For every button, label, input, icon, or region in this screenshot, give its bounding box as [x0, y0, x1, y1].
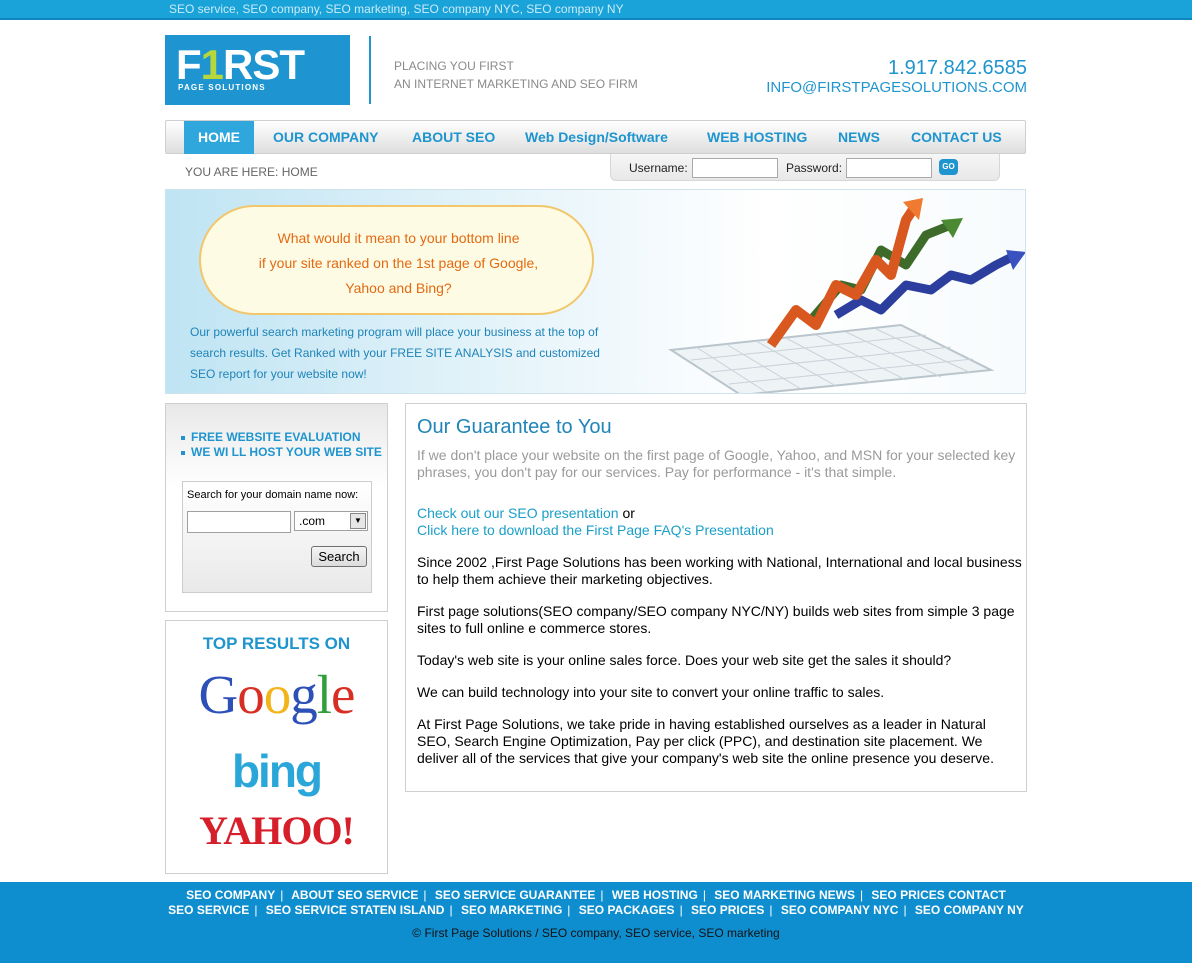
- google-logo: Google: [198, 664, 355, 725]
- yahoo-logo: YAHOO!: [199, 808, 354, 853]
- footer-link[interactable]: WEB HOSTING: [611, 888, 698, 902]
- username-input[interactable]: [692, 158, 778, 178]
- footer: [0, 882, 1192, 963]
- top-keyword-text: SEO service, SEO company, SEO marketing, SEO company NYC, SEO company NY: [169, 2, 624, 16]
- footer-link[interactable]: SEO MARKETING NEWS: [714, 888, 855, 902]
- footer-link[interactable]: SEO SERVICE GUARANTEE: [434, 888, 596, 902]
- banner-description: Our powerful search marketing program will place your business at the top of search results. Get Ranked with your FREE SITE ANALYSIS and customized SEO report for your website now!: [190, 325, 600, 381]
- bullet-icon: [181, 451, 185, 455]
- footer-links-row-2: SEO SERVICE | SEO SERVICE STATEN ISLAND | SEO MARKETING | SEO PACKAGES | SEO PRICES | SEO COMPANY NYC | SEO COMPANY NY: [168, 903, 1024, 917]
- tagline: PLACING YOU FIRST AN INTERNET MARKETING AND SEO FIRM: [394, 59, 638, 91]
- cloud-line-2: if your site ranked on the 1st page of Google,: [258, 255, 539, 271]
- login-go-button[interactable]: GO: [939, 159, 958, 175]
- nav-item-news[interactable]: NEWS: [838, 129, 880, 145]
- domain-search-label: Search for your domain name now:: [187, 489, 359, 501]
- domain-search-box: [182, 481, 372, 593]
- body-paragraph: At First Page Solutions, we take pride in having established ourselves as a leader in Natural SEO, Search Engine Optimization, Pay per click (PPC), and destination site placement. We deliver all of the services that give your company's web site the online presence you deserve.: [417, 716, 994, 766]
- header-divider: [369, 36, 371, 104]
- main-nav: [165, 120, 1026, 154]
- nav-item-about-seo[interactable]: ABOUT SEO: [412, 129, 496, 145]
- guarantee-intro: If we don't place your website on the first page of Google, Yahoo, and MSN for your selected key phrases, you don't pay for our services. Pay for performance - it's that simple.: [417, 447, 1016, 480]
- footer-link[interactable]: SEO MARKETING: [460, 903, 563, 917]
- email-link[interactable]: INFO@FIRSTPAGESOLUTIONS.COM: [766, 79, 1027, 96]
- nav-item-our-company[interactable]: OUR COMPANY: [273, 129, 379, 145]
- faq-download-link[interactable]: Click here to download the First Page FAQ's Presentation: [417, 522, 774, 538]
- footer-link[interactable]: SEO SERVICE: [168, 903, 250, 917]
- password-input[interactable]: [846, 158, 932, 178]
- host-website-link[interactable]: WE WI LL HOST YOUR WEB SITE: [181, 445, 382, 459]
- nav-item-home[interactable]: HOME: [184, 121, 254, 154]
- top-results-panel: [165, 620, 388, 874]
- footer-link[interactable]: SEO SERVICE STATEN ISLAND: [265, 903, 445, 917]
- site-logo[interactable]: [165, 35, 350, 105]
- seo-presentation-link[interactable]: Check out our SEO presentation: [417, 505, 619, 521]
- hero-banner[interactable]: [165, 189, 1026, 394]
- nav-item-web-design[interactable]: Web Design/Software: [525, 129, 668, 145]
- nav-item-contact-us[interactable]: CONTACT US: [911, 129, 1002, 145]
- top-keyword-bar: [0, 0, 1192, 20]
- cloud-line-3: Yahoo and Bing?: [345, 280, 452, 296]
- logo-wordmark: F1RST: [176, 41, 305, 88]
- breadcrumb: YOU ARE HERE: HOME: [185, 165, 318, 179]
- logo-subtitle: PAGE SOLUTIONS: [178, 83, 266, 92]
- footer-link[interactable]: SEO COMPANY NYC: [780, 903, 899, 917]
- domain-search-button[interactable]: Search: [311, 546, 367, 567]
- footer-link[interactable]: SEO PRICES CONTACT: [871, 888, 1006, 902]
- top-results-title: TOP RESULTS ON: [202, 634, 351, 653]
- footer-link[interactable]: SEO PACKAGES: [578, 903, 675, 917]
- sidebar-panel: [165, 403, 388, 612]
- body-paragraph: We can build technology into your site to convert your online traffic to sales.: [417, 684, 885, 700]
- login-bar: [610, 154, 1000, 181]
- body-paragraph: Since 2002 ,First Page Solutions has been working with National, International and local business to help them achieve their marketing objectives.: [417, 554, 1022, 587]
- presentation-links: Check out our SEO presentation or Click here to download the First Page FAQ's Presentation: [417, 505, 774, 538]
- body-paragraph: Today's web site is your online sales force. Does your web site get the sales it should?: [417, 652, 952, 668]
- username-label: Username:: [629, 161, 688, 175]
- footer-link[interactable]: ABOUT SEO SERVICE: [291, 888, 419, 902]
- tld-select[interactable]: .com ▼: [294, 511, 368, 531]
- footer-links-row-1: SEO COMPANY | ABOUT SEO SERVICE | SEO SERVICE GUARANTEE | WEB HOSTING | SEO MARKETING NEWS | SEO PRICES CONTACT: [186, 888, 1006, 902]
- speech-cloud: [199, 205, 594, 315]
- growth-chart-illustration: [651, 190, 1026, 394]
- domain-input[interactable]: [187, 511, 291, 533]
- footer-link[interactable]: SEO COMPANY: [186, 888, 276, 902]
- main-content: [405, 403, 1027, 792]
- footer-link[interactable]: SEO PRICES: [691, 903, 765, 917]
- bullet-icon: [181, 436, 185, 440]
- chevron-down-icon: ▼: [350, 513, 366, 529]
- free-evaluation-link[interactable]: FREE WEBSITE EVALUATION: [181, 430, 361, 444]
- body-paragraph: First page solutions(SEO company/SEO company NYC/NY) builds web sites from simple 3 page sites to full online e commerce stores.: [417, 603, 1015, 636]
- bing-logo: bing: [231, 745, 322, 797]
- footer-link[interactable]: SEO COMPANY NY: [914, 903, 1024, 917]
- copyright: © First Page Solutions / SEO company, SEO service, SEO marketing: [412, 926, 780, 940]
- phone-number[interactable]: 1.917.842.6585: [887, 57, 1027, 79]
- nav-item-web-hosting[interactable]: WEB HOSTING: [707, 129, 808, 145]
- page-title: Our Guarantee to You: [417, 416, 612, 438]
- password-label: Password:: [786, 161, 843, 175]
- cloud-line-1: What would it mean to your bottom line: [277, 230, 520, 246]
